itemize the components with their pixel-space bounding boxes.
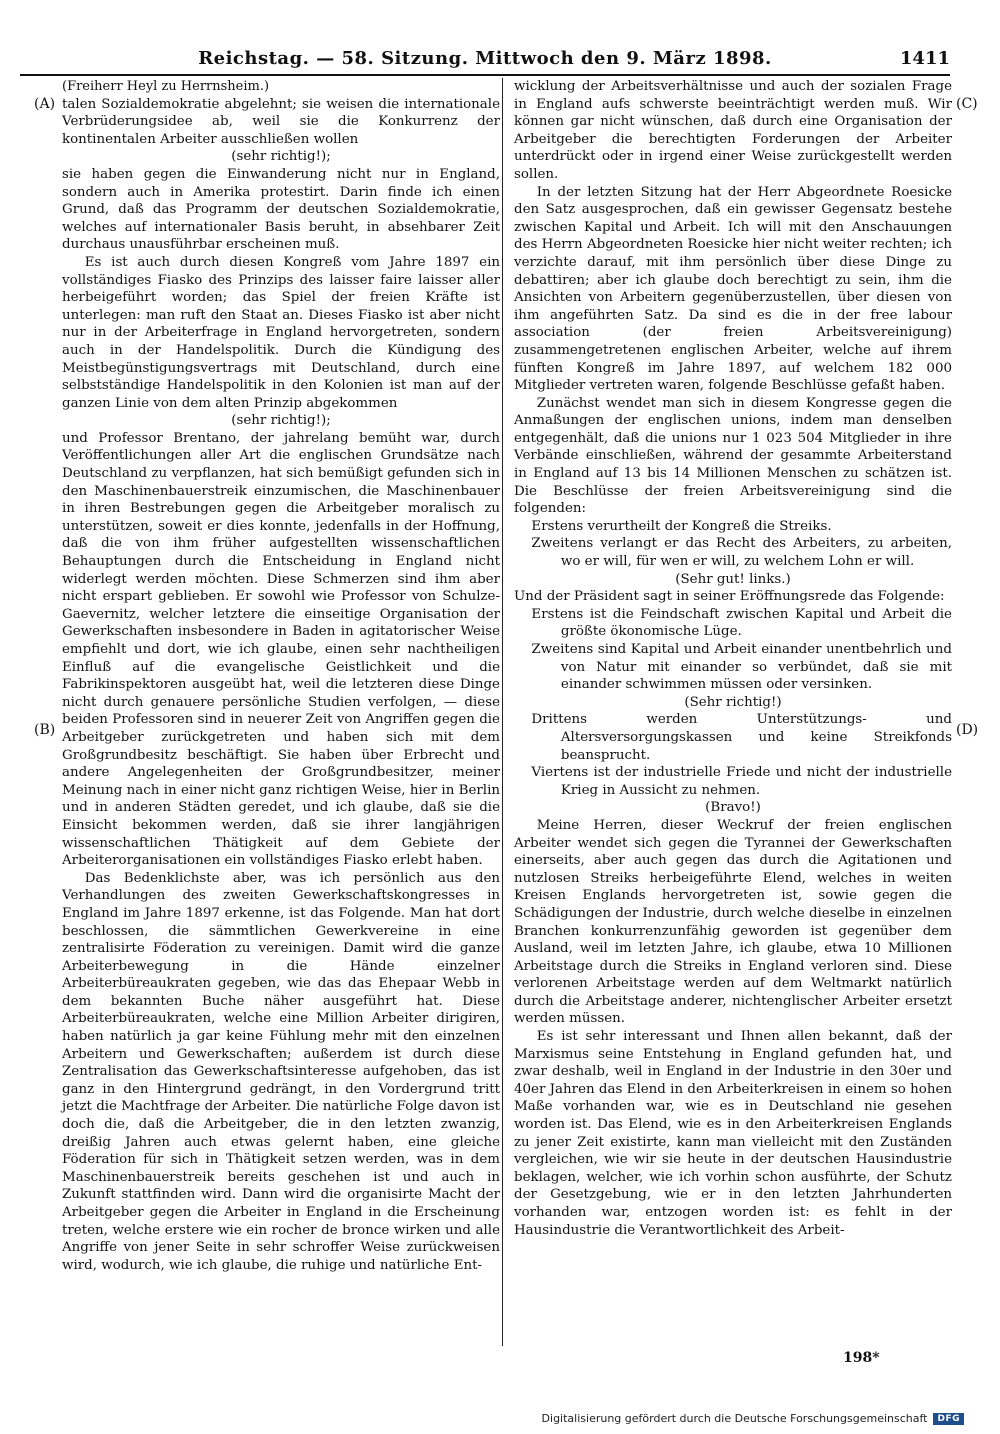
paragraph: wicklung der Arbeitsverhältnisse und auch der sozialen Frage in England aufs schwerste beeinträchtigt werden muß. Wir können gar nicht wünschen, daß durch eine Organisation der Arbeitgeber die berechtigten Forderungen der Arbeiter unterdrückt oder in irgend einer Weise zurückgestellt werden sollen.	[514, 79, 952, 182]
sheet-signature: 198*	[843, 1350, 880, 1366]
paragraph: Es ist auch durch diesen Kongreß vom Jahre 1897 ein vollständiges Fiasko des Prinzips des laisser faire laisser aller herbeigeführt worden; das Spiel der freien Kräfte ist unterlegen: man ruft den Staat an. Dieses Fiasko ist aber nicht nur in der Arbeiterfrage in England hervorgetreten, sondern auch in der Handelspolitik. Durch die Kündigung des Meistbegünstigungsvertrags mit Deutschland, durch eine selbstständige Handelspolitik in den Kolonien ist man auf der ganzen Linie von dem alten Prinzip abgekommen	[62, 254, 500, 411]
resolution-item: Zweitens verlangt er das Recht des Arbeiters, zu arbeiten, wo er will, für wen er will, zu welchem Lohn er will.	[531, 536, 952, 570]
paragraph: Und der Präsident sagt in seiner Eröffnungsrede das Folgende:	[514, 589, 945, 605]
running-header	[20, 46, 950, 76]
margin-mark-c: (C)	[956, 96, 978, 112]
quote-item: Zweitens sind Kapital und Arbeit einander unentbehrlich und von Natur mit einander so verbündet, daß sie mit einander schwimmen müssen oder versinken.	[531, 642, 952, 693]
paragraph: Das Bedenklichste aber, was ich persönlich aus den Verhandlungen des zweiten Gewerkschaftskongresses in England im Jahre 1897 erkenne, ist das Folgende. Man hat dort beschlossen, die sämmtlichen Gewerkvereine in eine zentralisirte Föderation zu vereinigen. Damit wird die ganze Arbeiterbewegung in die Hände einzelner Arbeiterbüreaukraten gegeben, wie das das Ehepaar Webb in dem bekannten Buche näher ausgeführt hat. Diese Arbeiterbüreaukraten, welche eine Million Arbeiter dirigiren, haben natürlich ja gar keine Fühlung mehr mit den einzelnen Arbeitern und Gewerkschaften; außerdem ist durch diese Zentralisation das Gewerkschaftsinteresse aufgehoben, das ist ganz in den Hintergrund gedrängt, in den Vordergrund tritt jetzt die Machtfrage der Arbeiter. Die natürliche Folge davon ist doch die, daß die Arbeitgeber, die in den letzten zwanzig, dreißig Jahren auch etwas gelernt haben, eine gleiche Föderation für sich in Thätigkeit setzen werden, was in dem Maschinenbauerstreik bereits geschehen ist und auch in Zukunft stattfinden wird. Dann wird die organisirte Macht der Arbeitgeber gegen die Arbeiter in England in die Erscheinung treten, welche erstere wie ein rocher de bronce wirken und alle Angriffe von jener Seite in sehr schroffer Weise zurückweisen wird, wodurch, wie ich glaube, die ruhige und natürliche Ent-	[62, 870, 500, 1273]
quote-item: Erstens ist die Feindschaft zwischen Kapital und Arbeit die größte ökonomische Lüge.	[531, 606, 952, 640]
running-title: Reichstag. — 58. Sitzung. Mittwoch den 9. März 1898.	[198, 48, 772, 69]
quote-item: Viertens ist der industrielle Friede und nicht der industrielle Krieg in Aussicht zu nehmen.	[531, 765, 952, 798]
interjection: (sehr richtig!);	[231, 413, 331, 429]
resolution-item: Erstens verurtheilt der Kongreß die Streiks.	[531, 518, 832, 534]
interjection: (Sehr richtig!)	[684, 694, 782, 710]
margin-mark-b: (B)	[34, 722, 56, 738]
column-divider	[502, 78, 503, 1346]
interjection: (sehr richtig!);	[231, 149, 331, 165]
right-column	[514, 78, 952, 1239]
paragraph: Zunächst wendet man sich in diesem Kongresse gegen die Anmaßungen der englischen unions, indem man denselben entgegenhält, daß die unions nur 1 023 504 Mitglieder in ihre Verbände einschließen, während der gesammte Arbeiterstand in England auf 13 bis 14 Millionen Menschen zu schätzen ist. Die Beschlüsse der freien Arbeitsvereinigung sind die folgenden:	[514, 395, 952, 517]
funding-credit: Digitalisierung gefördert durch die Deutsche Forschungsgemeinschaft	[541, 1412, 928, 1425]
paragraph: Es ist sehr interessant und Ihnen allen bekannt, daß der Marxismus seine Entstehung in England gefunden hat, und zwar deshalb, weil in England in der Industrie in den 30er und 40er Jahren das Elend in den Arbeiterkreisen in einem so hohen Maße vorhanden war, wie es in Deutschland nie gesehen worden ist. Das Elend, wie es in den Arbeiterkreisen Englands zu jener Zeit existirte, kann man vielleicht mit den Zuständen vergleichen, wie wir sie heute in der deutschen Hausindustrie beklagen, welcher, wie ich vorhin schon ausführte, der Schutz der Gesetzgebung, wie er in den letzten Jahrhunderten vorhanden war, entzogen worden ist: es fehlt in der Hausindustrie die Verantwortlichkeit des Arbeit-	[514, 1029, 952, 1238]
footer-credit	[542, 1412, 964, 1425]
paragraph: sie haben gegen die Einwanderung nicht nur in England, sondern auch in Amerika protestirt. Darin finde ich einen Grund, daß das Programm der deutschen Sozialdemokratie, welches auf internationaler Basis beruht, in absehbarer Zeit durchaus unausführbar erscheinen muß.	[62, 166, 500, 253]
speaker-note: (Freiherr Heyl zu Herrnsheim.)	[62, 79, 270, 94]
dfg-logo-icon: DFG	[933, 1413, 964, 1425]
paragraph: In der letzten Sitzung hat der Herr Abgeordnete Roesicke den Satz ausgesprochen, daß ein gewisser Gegensatz bestehe zwischen Kapital und Arbeit. Ich will mit den Anschauungen des Herrn Abgeordneten Roesicke hier nicht weiter rechten; ich verzichte darauf, mit ihm persönlich über diese Dinge zu debattiren; aber ich glaube doch berechtigt zu sein, ihm die Ansichten von Arbeitern gegenüberzustellen, über diesen von ihm angeführten Satz. Da sind es die in der free labour association (der freien Arbeitsvereinigung) zusammengetretenen englischen Arbeiter, welche auf ihrem fünften Kongreß im Jahre 1897, auf welchem 182 000 Mitglieder vertreten waren, folgende Beschlüsse gefaßt haben.	[514, 184, 952, 394]
margin-mark-d: (D)	[956, 722, 979, 738]
quote-item: Drittens werden Unterstützungs- und Altersversorgungskassen und keine Streikfonds beansprucht.	[531, 712, 952, 763]
interjection: (Bravo!)	[705, 800, 761, 816]
margin-mark-a: (A)	[34, 96, 56, 112]
page-number: 1411	[899, 48, 950, 69]
left-column	[62, 78, 500, 1274]
paragraph: talen Sozialdemokratie abgelehnt; sie weisen die internationale Verbrüderungsidee ab, weil sie die Konkurrenz der kontinentalen Arbeiter ausschließen wollen	[62, 96, 500, 147]
paragraph: und Professor Brentano, der jahrelang bemüht war, durch Veröffentlichungen aller Art die englischen Grundsätze nach Deutschland zu verpflanzen, hat sich bemüßigt gefunden sich in den Maschinenbauerstreik einzumischen, die Maschinenbauer in ihren Bestrebungen gegen die Arbeitgeber moralisch zu unterstützen, soweit er dies konnte, jedenfalls in der Hoffnung, daß die von ihm früher aufgestellten wissenschaftlichen Behauptungen durch die Entscheidung in England nicht widerlegt werden möchten. Diese Schmerzen sind ihm aber nicht erspart geblieben. Er sowohl wie Professor von Schulze-Gaevernitz, welcher letztere die einseitige Organisation der Gewerkschaften insbesondere in Baden in agitatorischer Weise empfiehlt und dort, wie ich glaube, einen sehr nachtheiligen Einfluß auf die evangelische Geistlichkeit und die Fabrikinspektoren ausgeübt hat, weil die letzteren diese Dinge nicht durch genauere persönliche Studien verfolgen, — diese beiden Professoren sind in neuerer Zeit von Angriffen gegen die Arbeitgeber zurückgetreten und haben sich mit dem Großgrundbesitz beschäftigt. Sie haben über Erbrecht und andere Angelegenheiten der Großgrundbesitzer, meiner Meinung nach in einer nicht ganz richtigen Weise, hier in Berlin und in anderen Städten geredet, und ich glaube, daß sie die Einsicht bekommen werden, daß sie ihrer langjährigen wissenschaftlichen Thätigkeit auf dem Gebiete der Arbeiterorganisationen ein vollständiges Fiasko erlebt haben.	[62, 430, 500, 869]
interjection: (Sehr gut! links.)	[675, 571, 791, 587]
paragraph: Meine Herren, dieser Weckruf der freien englischen Arbeiter wendet sich gegen die Tyrannei der Gewerkschaften einerseits, aber auch gegen das durch die Agitationen und nutzlosen Streiks herbeigeführte Elend, welches in weiten Kreisen Englands hervorgetreten ist, sowie gegen die Schädigungen der Industrie, durch welche dieselbe in einzelnen Branchen konkurrenzunfähig geworden ist gegenüber dem Ausland, weil im letzten Jahre, ich glaube, etwa 10 Millionen Arbeitstage durch die Streiks in England verloren sind. Diese verlorenen Arbeitstage werden auf dem Weltmarkt natürlich durch die Arbeitstage anderer, nichtenglischer Arbeiter ersetzt werden müssen.	[514, 817, 952, 1027]
